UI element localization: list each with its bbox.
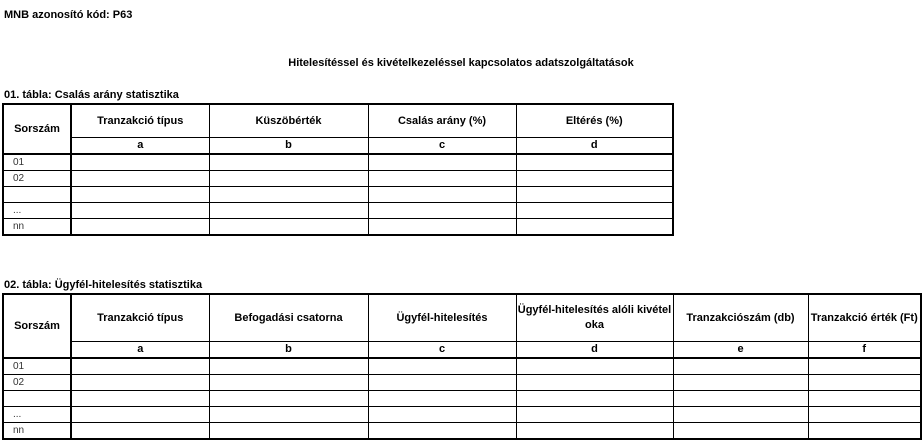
table2-header-col-f: Tranzakció érték (Ft) bbox=[808, 294, 921, 342]
table1-cell[interactable] bbox=[516, 203, 673, 219]
table2-cell[interactable] bbox=[368, 358, 516, 375]
table2-cell[interactable] bbox=[808, 375, 921, 391]
table1-cell[interactable] bbox=[516, 219, 673, 236]
table1-cell[interactable] bbox=[368, 203, 516, 219]
table2-cell[interactable] bbox=[71, 391, 209, 407]
table2-cell[interactable] bbox=[808, 391, 921, 407]
table1-row-index: 02 bbox=[3, 171, 71, 187]
table1 bbox=[2, 103, 674, 236]
table2-cell[interactable] bbox=[516, 407, 673, 423]
table1-letter-c: c bbox=[368, 138, 516, 155]
table1-cell[interactable] bbox=[516, 171, 673, 187]
table1-cell[interactable] bbox=[368, 154, 516, 171]
table2-row-index bbox=[3, 391, 71, 407]
table2-header-col-b: Befogadási csatorna bbox=[209, 294, 368, 342]
table1-letter-a: a bbox=[71, 138, 209, 155]
table1-cell[interactable] bbox=[71, 203, 209, 219]
table2-letter-a: a bbox=[71, 342, 209, 359]
table2-row-index: 02 bbox=[3, 375, 71, 391]
table2-cell[interactable] bbox=[368, 407, 516, 423]
table2-cell[interactable] bbox=[808, 407, 921, 423]
table1-cell[interactable] bbox=[209, 154, 368, 171]
table1-header-col-d: Eltérés (%) bbox=[516, 104, 673, 138]
table2-row-index: nn bbox=[3, 423, 71, 440]
table1-cell[interactable] bbox=[209, 187, 368, 203]
table2-header-col-d: Ügyfél-hitelesítés alóli kivétel oka bbox=[516, 294, 673, 342]
table2-cell[interactable] bbox=[673, 375, 808, 391]
table1-cell[interactable] bbox=[209, 203, 368, 219]
table1-letter-d: d bbox=[516, 138, 673, 155]
table2-cell[interactable] bbox=[368, 391, 516, 407]
table2-letter-f: f bbox=[808, 342, 921, 359]
table2-cell[interactable] bbox=[516, 375, 673, 391]
table1-header-sorszam: Sorszám bbox=[3, 104, 71, 154]
table1-cell[interactable] bbox=[368, 171, 516, 187]
table2-row-index: ... bbox=[3, 407, 71, 423]
table1-header-col-a: Tranzakció típus bbox=[71, 104, 209, 138]
table2-cell[interactable] bbox=[209, 375, 368, 391]
table2-row-index: 01 bbox=[3, 358, 71, 375]
table2-header-sorszam: Sorszám bbox=[3, 294, 71, 358]
table1-row-index bbox=[3, 187, 71, 203]
table2-header-col-e: Tranzakciószám (db) bbox=[673, 294, 808, 342]
table1-cell[interactable] bbox=[516, 154, 673, 171]
table1-row-index: nn bbox=[3, 219, 71, 236]
table2-cell[interactable] bbox=[368, 375, 516, 391]
table2-cell[interactable] bbox=[673, 407, 808, 423]
table2-cell[interactable] bbox=[209, 358, 368, 375]
table2-caption: 02. tábla: Ügyfél-hitelesítés statisztika bbox=[4, 279, 203, 291]
table2-cell[interactable] bbox=[808, 358, 921, 375]
table2-cell[interactable] bbox=[209, 407, 368, 423]
table1-cell[interactable] bbox=[516, 187, 673, 203]
table1-letter-b: b bbox=[209, 138, 368, 155]
page-title: Hitelesítéssel és kivételkezeléssel kapcsolatos adatszolgáltatások bbox=[288, 57, 634, 69]
table2-cell[interactable] bbox=[673, 358, 808, 375]
table2-header-col-a: Tranzakció típus bbox=[71, 294, 209, 342]
table1-caption: 01. tábla: Csalás arány statisztika bbox=[4, 89, 179, 101]
table2-cell[interactable] bbox=[71, 375, 209, 391]
table2-cell[interactable] bbox=[516, 391, 673, 407]
table2-cell[interactable] bbox=[71, 358, 209, 375]
table1-cell[interactable] bbox=[368, 187, 516, 203]
table2-letter-b: b bbox=[209, 342, 368, 359]
table1-cell[interactable] bbox=[71, 187, 209, 203]
table2-letter-c: c bbox=[368, 342, 516, 359]
table1-cell[interactable] bbox=[71, 219, 209, 236]
table1-cell[interactable] bbox=[209, 219, 368, 236]
table2 bbox=[2, 293, 922, 440]
mnb-code-label: MNB azonosító kód: P63 bbox=[4, 9, 133, 21]
table1-row-index: 01 bbox=[3, 154, 71, 171]
table1-cell[interactable] bbox=[209, 171, 368, 187]
table2-cell[interactable] bbox=[516, 358, 673, 375]
table2-letter-e: e bbox=[673, 342, 808, 359]
table1-cell[interactable] bbox=[71, 154, 209, 171]
table1-cell[interactable] bbox=[368, 219, 516, 236]
table2-cell[interactable] bbox=[673, 391, 808, 407]
table2-cell[interactable] bbox=[71, 407, 209, 423]
table1-row-index: ... bbox=[3, 203, 71, 219]
table1-cell[interactable] bbox=[71, 171, 209, 187]
table2-cell[interactable] bbox=[209, 391, 368, 407]
table2-letter-d: d bbox=[516, 342, 673, 359]
table1-header-col-b: Küszöbérték bbox=[209, 104, 368, 138]
table1-header-col-c: Csalás arány (%) bbox=[368, 104, 516, 138]
table2-header-col-c: Ügyfél-hitelesítés bbox=[368, 294, 516, 342]
